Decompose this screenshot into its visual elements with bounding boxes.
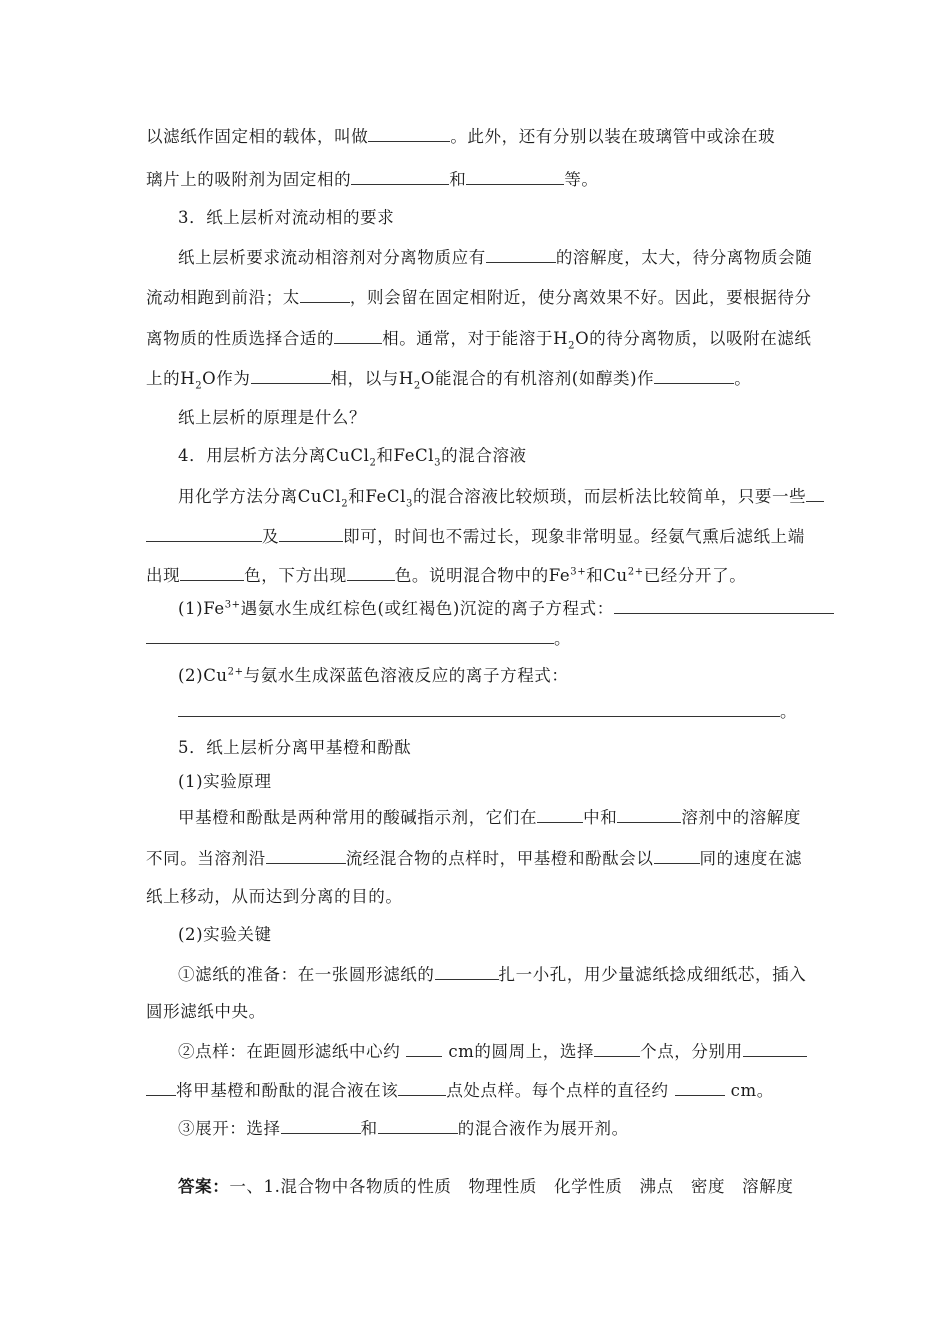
text-segment: 上的: [146, 369, 181, 388]
text-segment: 同的速度在滤: [699, 849, 803, 868]
text-line: [146, 167, 804, 191]
text-segment: 将甲基橙和酚酞的混合液在该: [176, 1081, 399, 1100]
text-segment: (1): [178, 599, 204, 618]
answer-text: 一、1.混合物中各物质的性质 物理性质 化学性质 沸点 密度 溶解度: [229, 1177, 794, 1196]
text-segment: H: [553, 329, 569, 348]
subsection-heading: [178, 923, 804, 947]
text-segment: 等。: [564, 170, 599, 189]
text-segment: 甲基橙和酚酞是两种常用的酸碱指示剂，它们在: [178, 808, 538, 827]
text-segment: Fe: [548, 566, 571, 585]
text-segment: 个点，分别用: [640, 1042, 743, 1061]
text-line: [146, 326, 812, 352]
text-segment: Cu: [603, 566, 628, 585]
fill-blank: [486, 245, 556, 263]
text-segment: 遇氨水生成红棕色(或红褐色)沉淀的离子方程式：: [240, 599, 614, 618]
text-line: [178, 596, 804, 620]
text-line: [178, 1039, 804, 1063]
text-segment: 。: [734, 369, 752, 388]
text-segment: 中和: [583, 808, 618, 827]
section-heading: [178, 444, 804, 468]
fill-blank: [654, 366, 734, 384]
fill-blank: [537, 805, 583, 823]
text-segment: ③展开：选择: [178, 1119, 281, 1138]
superscript: 2+: [627, 566, 644, 578]
fill-blank: [146, 626, 554, 644]
fill-blank: [654, 846, 700, 864]
subscript: 3: [434, 457, 442, 469]
text-line: [146, 285, 812, 309]
text-segment: 与氨水生成深蓝色溶液反应的离子方程式：: [243, 666, 569, 685]
text-line: [146, 626, 804, 650]
text-segment: (2)实验关键: [178, 925, 272, 944]
superscript: 3+: [570, 566, 587, 578]
answer-line: [178, 1175, 804, 1199]
fill-blank: [180, 563, 244, 581]
section-heading: [178, 206, 804, 230]
superscript: 2+: [227, 666, 244, 678]
text-segment: Cu: [203, 666, 228, 685]
text-segment: O能混合的有机溶剂(如醇类)作: [420, 369, 655, 388]
text-segment: 。: [780, 702, 798, 721]
text-segment: 纸上移动，从而达到分离的目的。: [146, 887, 403, 906]
fill-blank: [435, 962, 499, 980]
text-line: [146, 124, 804, 148]
text-segment: O的待分离物质，以吸附在滤纸: [575, 329, 812, 348]
text-segment: ①滤纸的准备：在一张圆形滤纸的: [178, 965, 435, 984]
text-segment: 5．纸上层析分离甲基橙和酚酞: [178, 738, 412, 757]
superscript: 3+: [224, 599, 241, 611]
fill-blank: [347, 563, 395, 581]
fill-blank: [146, 1078, 176, 1096]
fill-blank: [594, 1039, 640, 1057]
fill-blank: [146, 524, 262, 542]
subscript: 2: [341, 498, 349, 510]
text-segment: cm。: [730, 1081, 774, 1100]
text-segment: 的混合液作为展开剂。: [457, 1119, 629, 1138]
text-segment: 不同。当溶剂沿: [146, 849, 266, 868]
text-segment: 溶剂中的溶解度: [681, 808, 802, 827]
text-segment: 离物质的性质选择合适的: [146, 329, 335, 348]
text-segment: 的混合溶液比较烦琐，而层析法比较简单，只要一些: [412, 487, 807, 506]
fill-blank: [334, 326, 382, 344]
text-line: [146, 1078, 804, 1102]
fill-blank: [617, 805, 681, 823]
text-segment: 色。说明混合物中的: [394, 566, 549, 585]
fill-blank: [368, 124, 450, 142]
fill-blank: [675, 1078, 725, 1096]
fill-blank: [743, 1039, 807, 1057]
text-segment: 和: [348, 487, 366, 506]
text-segment: 圆形滤纸中央。: [146, 1002, 266, 1021]
text-segment: ，则会留在固定相附近，使分离效果不好。因此，要根据待分: [349, 288, 812, 307]
text-segment: 色，下方出现: [244, 566, 347, 585]
section-heading: [178, 736, 804, 760]
text-segment: 的混合溶液: [441, 446, 527, 465]
text-segment: 璃片上的吸附剂为固定相的: [146, 170, 352, 189]
text-segment: O作为: [202, 369, 251, 388]
question-line: [178, 406, 804, 430]
text-segment: H: [180, 369, 196, 388]
text-segment: CuCl: [325, 446, 370, 465]
text-segment: cm的圆周上，选择: [448, 1042, 595, 1061]
text-segment: 即可，时间也不需过长，现象非常明显。经氨气熏后滤纸上端: [343, 527, 805, 546]
text-segment: 3．纸上层析对流动相的要求: [178, 208, 395, 227]
text-line: [146, 1000, 804, 1024]
text-segment: H: [398, 369, 414, 388]
fill-blank: [614, 596, 834, 614]
text-segment: 以滤纸作固定相的载体，叫做: [146, 127, 369, 146]
text-line: [178, 962, 807, 986]
text-segment: 及: [262, 527, 280, 546]
subscript: 2: [568, 340, 576, 352]
text-segment: 纸上层析的原理是什么？: [178, 408, 367, 427]
text-segment: 扎一小孔，用少量滤纸捻成细纸芯，插入: [498, 965, 807, 984]
text-segment: 4．用层析方法分离: [178, 446, 326, 465]
text-segment: (1)实验原理: [178, 772, 272, 791]
text-segment: 流动相跑到前沿；太: [146, 288, 300, 307]
fill-blank: [178, 699, 780, 717]
subscript: 3: [405, 498, 413, 510]
text-line: [178, 245, 813, 269]
text-segment: 点处点样。每个点样的直径约: [446, 1081, 669, 1100]
fill-blank: [281, 1116, 361, 1134]
fill-blank: [251, 366, 331, 384]
text-segment: CuCl: [297, 487, 342, 506]
text-segment: ②点样：在距圆形滤纸中心约: [178, 1042, 401, 1061]
text-segment: 用化学方法分离: [178, 487, 298, 506]
text-line: [178, 699, 804, 723]
fill-blank: [806, 484, 824, 502]
text-segment: 流经混合物的点样时，甲基橙和酚酞会以: [345, 849, 654, 868]
text-line: [178, 664, 804, 688]
fill-blank: [300, 285, 350, 303]
text-segment: Fe: [203, 599, 225, 618]
fill-blank: [398, 1078, 446, 1096]
text-line: [146, 846, 804, 870]
text-segment: 和: [360, 1119, 378, 1138]
text-segment: 相，以与: [330, 369, 399, 388]
fill-blank: [266, 846, 346, 864]
text-line: [178, 805, 804, 829]
text-line: [178, 484, 807, 510]
text-segment: 。此外，还有分别以装在玻璃管中或涂在玻: [450, 127, 776, 146]
text-segment: 已经分开了。: [643, 566, 747, 585]
text-line: [146, 524, 804, 548]
text-segment: 和: [376, 446, 394, 465]
fill-blank: [279, 524, 343, 542]
text-segment: 和: [586, 566, 604, 585]
text-segment: FeCl: [365, 487, 406, 506]
text-segment: (2): [178, 666, 204, 685]
text-segment: 和: [449, 170, 467, 189]
subscript: 2: [369, 457, 377, 469]
answer-label: 答案：: [178, 1177, 230, 1196]
text-segment: 。: [554, 629, 572, 648]
text-line: [146, 563, 804, 587]
subscript: 2: [195, 380, 203, 392]
fill-blank: [466, 167, 564, 185]
text-segment: FeCl: [393, 446, 435, 465]
subscript: 2: [413, 380, 421, 392]
text-line: [146, 366, 804, 390]
text-segment: 出现: [146, 566, 181, 585]
text-line: [146, 885, 804, 909]
fill-blank: [351, 167, 449, 185]
text-segment: 纸上层析要求流动相溶剂对分离物质应有: [178, 248, 486, 267]
text-segment: 的溶解度，太大，待分离物质会随: [555, 248, 813, 267]
text-line: [178, 1116, 804, 1140]
fill-blank: [378, 1116, 458, 1134]
fill-blank: [406, 1039, 442, 1057]
text-segment: 相。通常，对于能溶于: [382, 329, 554, 348]
subsection-heading: [178, 770, 804, 794]
